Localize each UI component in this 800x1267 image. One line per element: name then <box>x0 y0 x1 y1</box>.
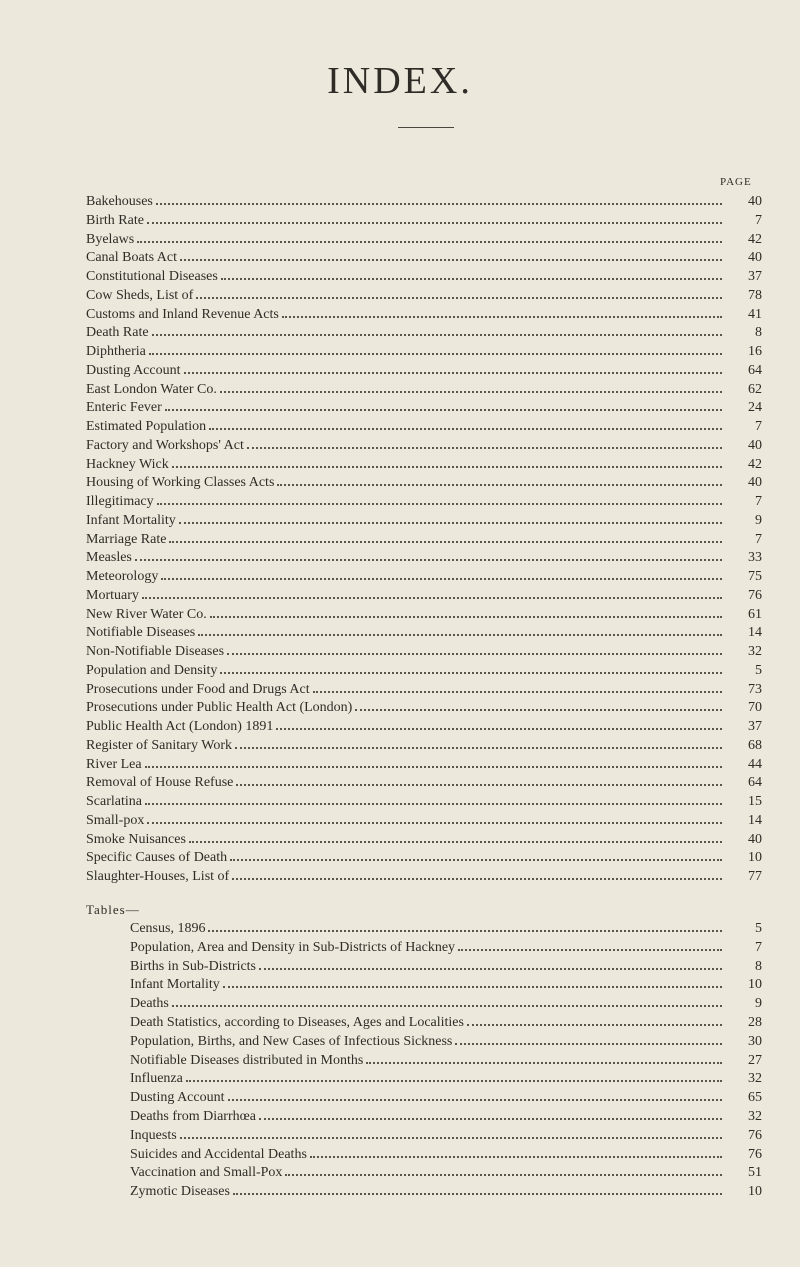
dot-leader <box>169 540 722 543</box>
entry-label: New River Water Co. <box>86 606 207 622</box>
entry-page-number: 15 <box>748 794 762 809</box>
index-entry <box>86 958 766 977</box>
entry-page-number: 44 <box>748 756 762 772</box>
entry-label: Cow Sheds, List of <box>86 287 194 303</box>
entry-label: Removal of House Refuse <box>86 775 234 791</box>
index-entry <box>86 549 766 568</box>
entry-label: Hackney Wick <box>86 456 169 472</box>
entry-label: Population, Area and Density in Sub-Districts of Hackney <box>130 939 456 955</box>
entry-page-number: 7 <box>755 939 762 955</box>
entry-label: Notifiable Diseases distributed in Months <box>130 1052 364 1068</box>
entry-page-number: 41 <box>748 306 762 322</box>
entry-page-number: 8 <box>755 325 762 341</box>
entry-page-number: 61 <box>748 606 762 622</box>
entry-page-number: 10 <box>748 1184 762 1200</box>
entry-page-number: 14 <box>748 812 762 828</box>
dot-leader <box>282 315 722 318</box>
index-entry <box>86 681 766 700</box>
entry-label: Measles <box>86 550 132 566</box>
index-entry <box>86 474 766 493</box>
entry-label: Canal Boats Act <box>86 250 177 266</box>
dot-leader <box>467 1023 722 1026</box>
dot-leader <box>285 1173 722 1176</box>
index-entry <box>86 399 766 418</box>
index-entries <box>86 193 766 887</box>
dot-leader <box>276 727 722 730</box>
dot-leader <box>259 967 722 970</box>
dot-leader <box>157 502 722 505</box>
dot-leader <box>220 390 722 393</box>
entry-page-number: 10 <box>748 850 762 866</box>
index-entry <box>86 699 766 718</box>
entry-page-number: 32 <box>748 644 762 659</box>
entry-label: Influenza <box>130 1071 183 1087</box>
index-entry <box>86 939 766 958</box>
index-entry <box>86 976 766 995</box>
entry-page-number: 68 <box>748 737 762 753</box>
entry-page-number: 30 <box>748 1033 762 1049</box>
dot-leader <box>208 929 722 932</box>
entry-label: Zymotic Diseases <box>130 1184 230 1200</box>
index-entry <box>86 1183 766 1202</box>
dot-leader <box>458 948 722 951</box>
page-column-heading: PAGE <box>720 176 752 188</box>
dot-leader <box>313 690 722 693</box>
entry-page-number: 76 <box>748 1127 762 1143</box>
entry-page-number: 7 <box>755 494 762 509</box>
entry-page-number: 70 <box>748 700 762 716</box>
index-entry <box>86 995 766 1014</box>
entry-page-number: 32 <box>748 1108 762 1124</box>
dot-leader <box>230 858 722 861</box>
entry-page-number: 40 <box>748 250 762 266</box>
dot-leader <box>310 1155 722 1158</box>
index-entry <box>86 1014 766 1033</box>
entry-page-number: 76 <box>748 1146 762 1162</box>
dot-leader <box>209 427 722 430</box>
entry-label: Death Statistics, according to Diseases, Ages and Localities <box>130 1014 464 1030</box>
entry-label: Byelaws <box>86 231 135 247</box>
entry-page-number: 42 <box>748 231 762 247</box>
entry-page-number: 7 <box>755 531 762 547</box>
entry-page-number: 9 <box>755 512 762 528</box>
entry-label: Smoke Nuisances <box>86 831 186 847</box>
dot-leader <box>145 765 722 768</box>
index-entry <box>86 756 766 775</box>
entry-label: Census, 1896 <box>130 921 206 936</box>
index-entry <box>86 249 766 268</box>
entry-label: Bakehouses <box>86 194 153 209</box>
dot-leader <box>180 258 722 261</box>
entry-label: Death Rate <box>86 325 149 341</box>
entry-label: Inquests <box>130 1127 177 1143</box>
entry-label: Infant Mortality <box>86 512 176 528</box>
entry-label: East London Water Co. <box>86 381 217 397</box>
dot-leader <box>179 521 722 524</box>
entry-label: Marriage Rate <box>86 531 167 547</box>
entry-page-number: 32 <box>748 1071 762 1087</box>
dot-leader <box>149 352 722 355</box>
entry-page-number: 37 <box>748 719 762 734</box>
dot-leader <box>165 408 722 411</box>
dot-leader <box>259 1117 722 1120</box>
index-entry <box>86 568 766 587</box>
index-entry <box>86 531 766 550</box>
entry-page-number: 5 <box>755 662 762 678</box>
entry-label: Small-pox <box>86 812 145 828</box>
dot-leader <box>152 333 722 336</box>
entry-label: Customs and Inland Revenue Acts <box>86 306 279 322</box>
dot-leader <box>221 277 722 280</box>
index-entry <box>86 306 766 325</box>
entry-page-number: 9 <box>755 996 762 1012</box>
dot-leader <box>455 1042 722 1045</box>
entry-label: Factory and Workshops' Act <box>86 437 244 453</box>
entry-label: Illegitimacy <box>86 494 154 509</box>
title-divider <box>398 127 454 128</box>
entry-page-number: 37 <box>748 269 762 284</box>
dot-leader <box>147 221 722 224</box>
entry-page-number: 27 <box>748 1052 762 1068</box>
index-entry <box>86 362 766 381</box>
entry-page-number: 40 <box>748 831 762 847</box>
index-entry <box>86 868 766 887</box>
entry-label: Register of Sanitary Work <box>86 737 232 753</box>
index-entry <box>86 418 766 437</box>
dot-leader <box>147 821 722 824</box>
entry-label: Notifiable Diseases <box>86 625 196 641</box>
entry-page-number: 40 <box>748 475 762 491</box>
index-entry <box>86 193 766 212</box>
index-entry <box>86 1033 766 1052</box>
entry-label: Estimated Population <box>86 419 207 434</box>
dot-leader <box>210 615 722 618</box>
dot-leader <box>184 371 723 374</box>
dot-leader <box>172 1004 722 1007</box>
entry-label: Vaccination and Small-Pox <box>130 1165 283 1181</box>
entry-page-number: 64 <box>748 362 762 378</box>
index-entry <box>86 493 766 512</box>
dot-leader <box>180 1136 722 1139</box>
entry-page-number: 16 <box>748 344 762 359</box>
index-entry <box>86 324 766 343</box>
dot-leader <box>196 296 722 299</box>
entry-label: Suicides and Accidental Deaths <box>130 1146 307 1162</box>
entry-label: Specific Causes of Death <box>86 850 228 866</box>
index-entry <box>86 920 766 939</box>
dot-leader <box>227 652 722 655</box>
entry-page-number: 40 <box>748 194 762 209</box>
index-entry <box>86 268 766 287</box>
entry-page-number: 33 <box>748 550 762 566</box>
dot-leader <box>135 558 722 561</box>
index-entry <box>86 831 766 850</box>
entry-label: Dusting Account <box>86 362 181 378</box>
dot-leader <box>220 671 722 674</box>
entry-page-number: 78 <box>748 287 762 303</box>
index-entry <box>86 1127 766 1146</box>
dot-leader <box>145 802 722 805</box>
index-entry <box>86 1108 766 1127</box>
entry-page-number: 51 <box>748 1165 762 1181</box>
index-entry <box>86 512 766 531</box>
entry-page-number: 7 <box>755 419 762 434</box>
entry-label: Prosecutions under Public Health Act (London) <box>86 700 353 716</box>
entry-label: Housing of Working Classes Acts <box>86 475 275 491</box>
index-entry <box>86 343 766 362</box>
dot-leader <box>233 1192 722 1195</box>
index-entry <box>86 287 766 306</box>
page-title: INDEX. <box>327 60 473 103</box>
entry-label: Population and Density <box>86 662 218 678</box>
index-entry <box>86 437 766 456</box>
index-entry <box>86 774 766 793</box>
index-entry <box>86 456 766 475</box>
dot-leader <box>247 446 722 449</box>
entry-label: Enteric Fever <box>86 400 162 416</box>
dot-leader <box>198 633 722 636</box>
entry-page-number: 65 <box>748 1090 762 1106</box>
entry-page-number: 75 <box>748 569 762 584</box>
entry-label: Birth Rate <box>86 212 144 228</box>
dot-leader <box>236 783 722 786</box>
entry-page-number: 76 <box>748 587 762 603</box>
tables-entries <box>86 920 766 1202</box>
index-entry <box>86 737 766 756</box>
index-entry <box>86 587 766 606</box>
dot-leader <box>223 985 722 988</box>
entry-label: Population, Births, and New Cases of Infectious Sickness <box>130 1033 453 1049</box>
dot-leader <box>189 840 722 843</box>
index-entry <box>86 1070 766 1089</box>
index-entry <box>86 381 766 400</box>
index-entry <box>86 849 766 868</box>
dot-leader <box>172 465 722 468</box>
index-entry <box>86 662 766 681</box>
dot-leader <box>277 483 722 486</box>
entry-page-number: 8 <box>755 958 762 974</box>
entry-page-number: 10 <box>748 977 762 993</box>
entry-page-number: 24 <box>748 400 762 416</box>
dot-leader <box>366 1061 722 1064</box>
index-entry <box>86 1164 766 1183</box>
index-entry <box>86 212 766 231</box>
dot-leader <box>235 746 722 749</box>
entry-label: Non-Notifiable Diseases <box>86 644 225 659</box>
index-entry <box>86 643 766 662</box>
entry-label: Deaths <box>130 996 169 1012</box>
tables-section <box>86 900 766 1202</box>
index-entry <box>86 1089 766 1108</box>
index-entry <box>86 1052 766 1071</box>
entry-label: Prosecutions under Food and Drugs Act <box>86 681 310 697</box>
entry-page-number: 40 <box>748 437 762 453</box>
entry-label: Mortuary <box>86 587 139 603</box>
index-entry <box>86 624 766 643</box>
dot-leader <box>355 708 722 711</box>
dot-leader <box>142 596 722 599</box>
entry-page-number: 7 <box>755 212 762 228</box>
entry-page-number: 14 <box>748 625 762 641</box>
index-entry <box>86 812 766 831</box>
index-entry <box>86 231 766 250</box>
index-entry <box>86 718 766 737</box>
dot-leader <box>156 202 722 205</box>
dot-leader <box>186 1079 722 1082</box>
dot-leader <box>161 577 722 580</box>
dot-leader <box>228 1098 723 1101</box>
entry-label: Dusting Account <box>130 1090 225 1106</box>
entry-label: Births in Sub-Districts <box>130 958 257 974</box>
index-entry <box>86 1146 766 1165</box>
entry-page-number: 28 <box>748 1014 762 1030</box>
entry-page-number: 5 <box>755 921 762 936</box>
entry-label: Slaughter-Houses, List of <box>86 869 230 884</box>
index-entry <box>86 793 766 812</box>
entry-label: Public Health Act (London) 1891 <box>86 719 274 734</box>
entry-page-number: 62 <box>748 381 762 397</box>
entry-page-number: 42 <box>748 456 762 472</box>
entry-label: Constitutional Diseases <box>86 269 218 284</box>
entry-label: Meteorology <box>86 569 159 584</box>
entry-page-number: 77 <box>748 869 762 884</box>
dot-leader <box>232 877 722 880</box>
entry-label: Diphtheria <box>86 344 146 359</box>
entry-label: Infant Mortality <box>130 977 220 993</box>
entry-label: Deaths from Diarrhœa <box>130 1108 256 1124</box>
tables-heading: Tables— <box>86 902 140 917</box>
entry-label: River Lea <box>86 756 142 772</box>
entry-page-number: 73 <box>748 681 762 697</box>
entry-page-number: 64 <box>748 775 762 791</box>
index-entry <box>86 606 766 625</box>
entry-label: Scarlatina <box>86 794 142 809</box>
dot-leader <box>137 240 722 243</box>
